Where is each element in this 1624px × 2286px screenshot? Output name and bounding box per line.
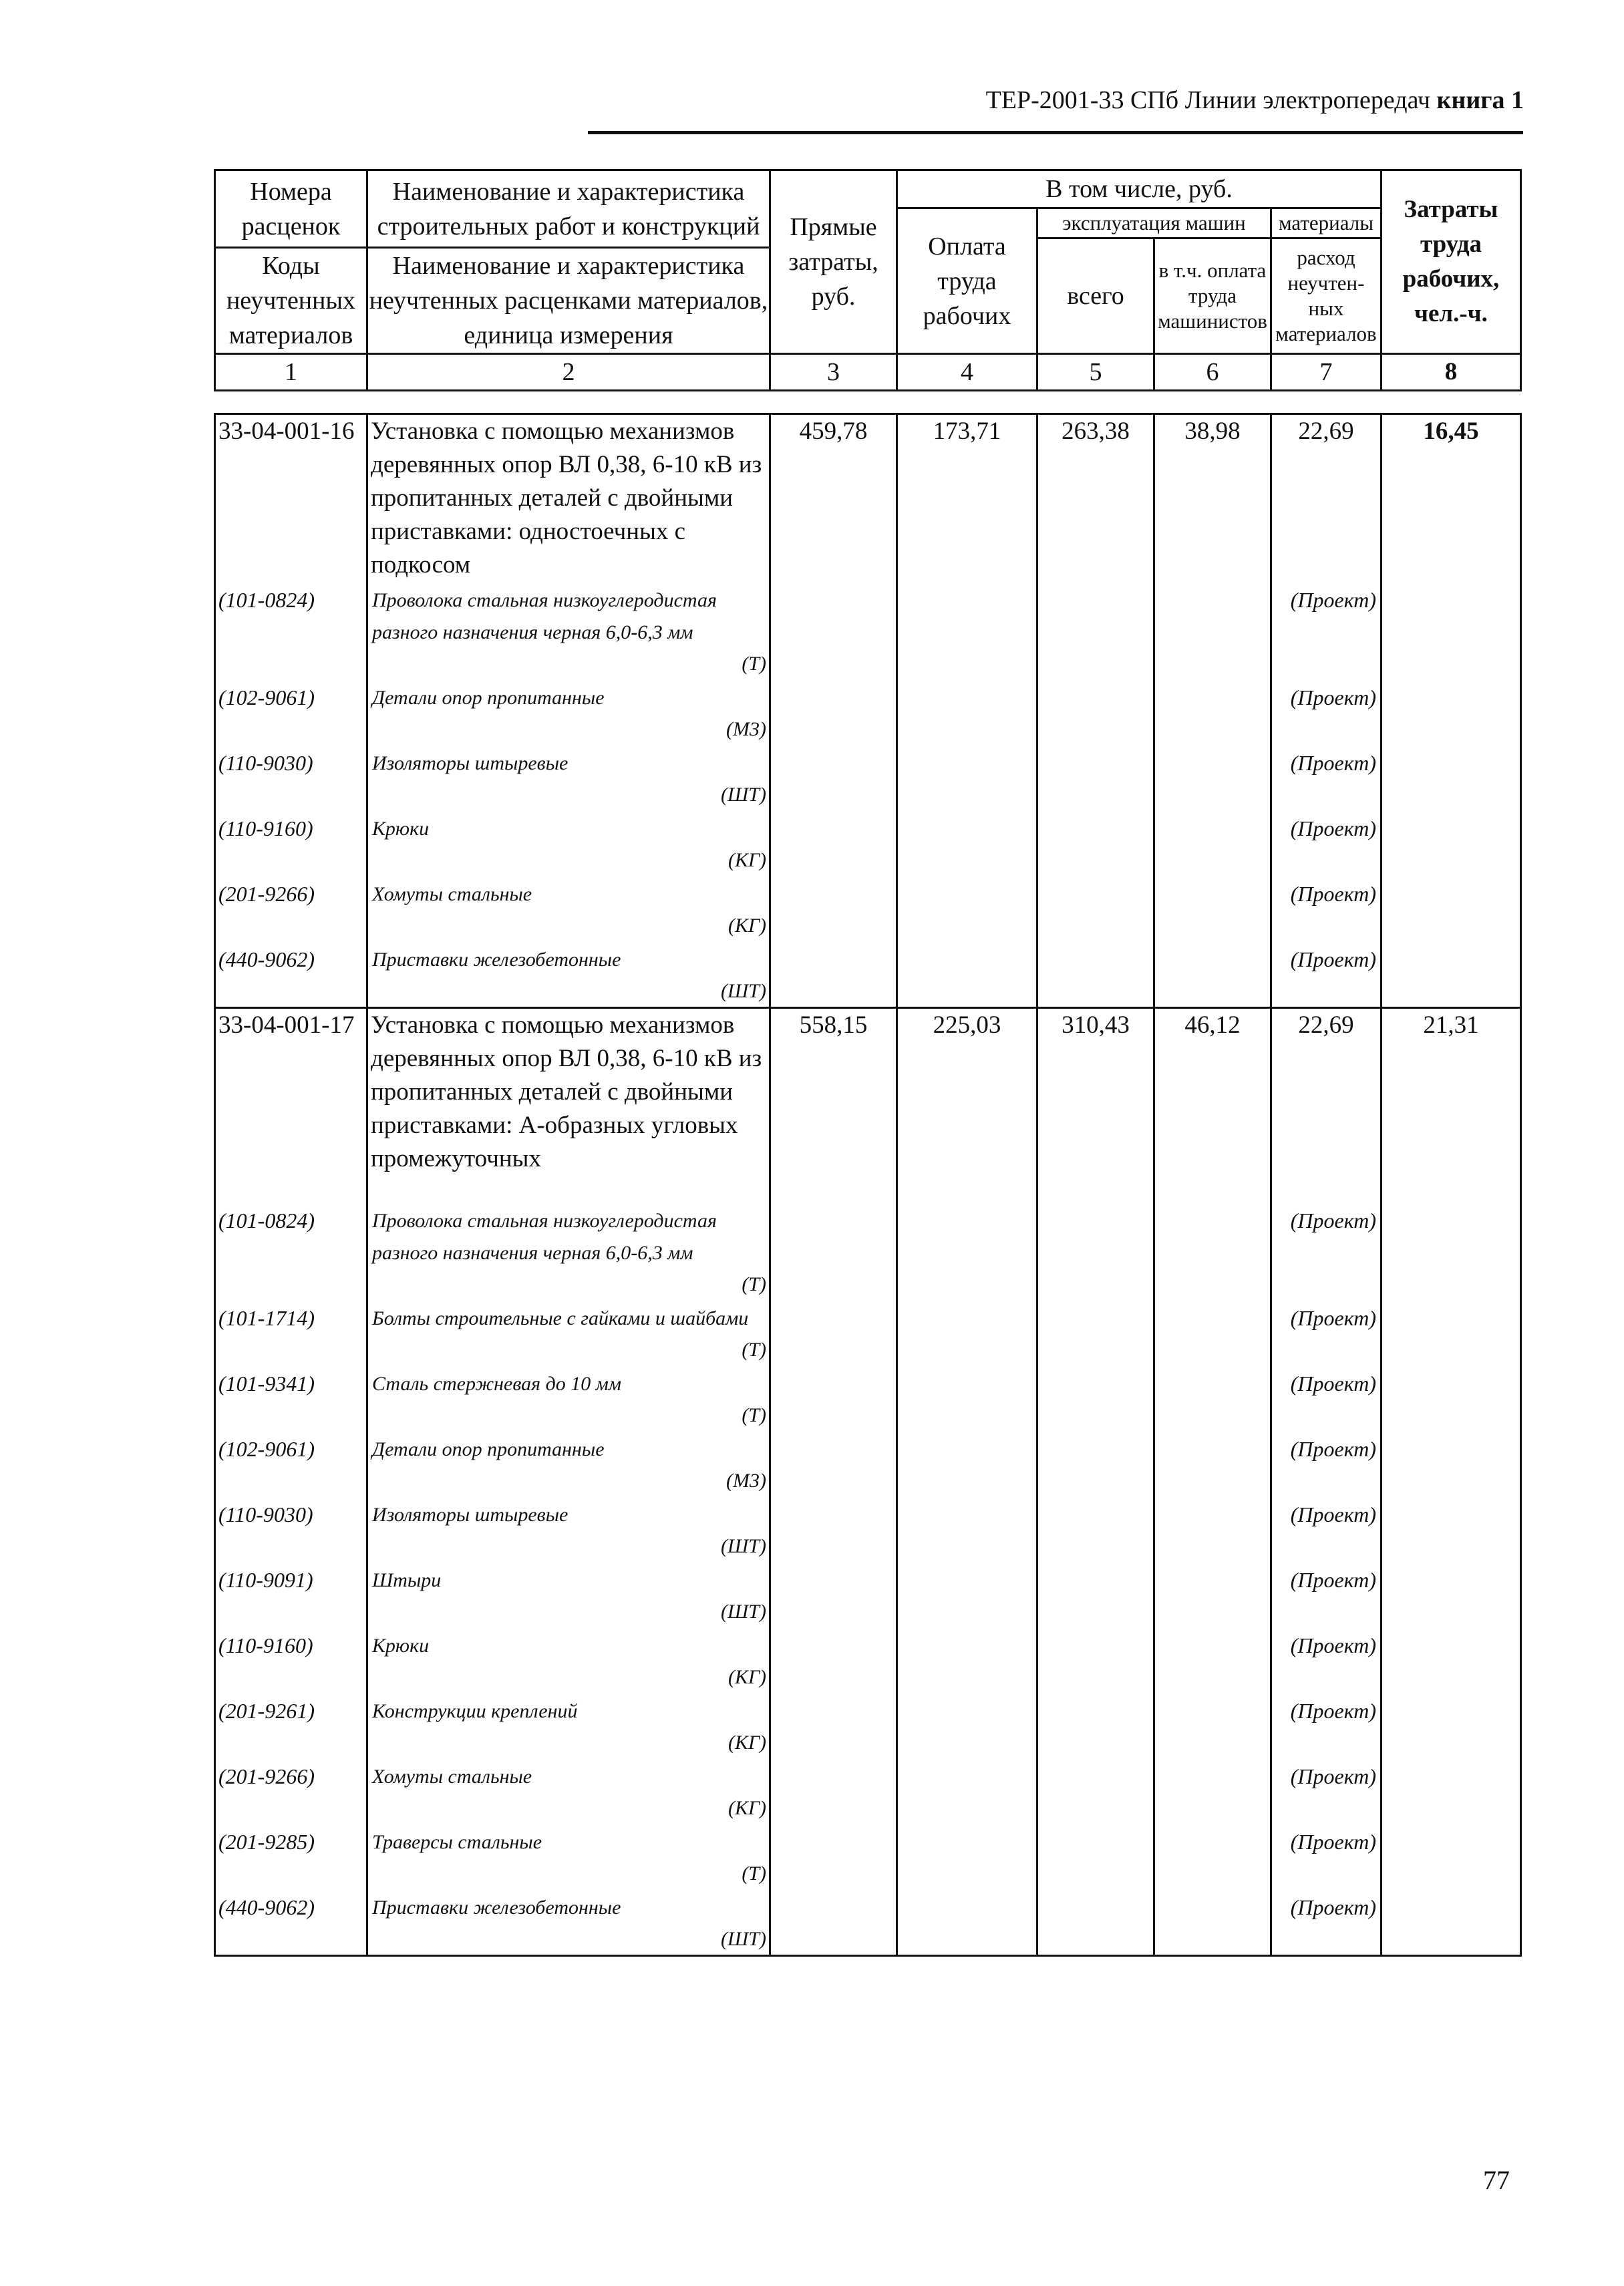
material-row [215, 745, 1521, 810]
material-row [215, 876, 1521, 941]
material-note: (Проект) [1290, 1437, 1376, 1461]
material-code: (102-9061) [218, 685, 315, 709]
material-note: (Проект) [1290, 1208, 1376, 1233]
rate-code: 33-04-001-16 [218, 418, 355, 445]
material-name: Крюки [372, 818, 430, 840]
material-note: (Проект) [1290, 1764, 1376, 1788]
material-note: (Проект) [1290, 1371, 1376, 1396]
material-name: Детали опор пропитанные [372, 1438, 605, 1460]
material-row [215, 1889, 1521, 1956]
col-number: 3 [770, 354, 897, 391]
material-row [215, 1496, 1521, 1562]
col-header-material-codes: Коды неучтенных материалов [215, 248, 367, 354]
col-header-including: В том числе, руб. [897, 170, 1382, 208]
material-name: Хомуты стальные [372, 1766, 532, 1788]
material-code: (101-0824) [218, 588, 315, 612]
material-unit: (М3) [726, 1470, 766, 1492]
material-name: Детали опор пропитанные [372, 687, 605, 709]
col-header-direct-costs: Прямые затраты, руб. [770, 170, 897, 354]
col-number: 4 [897, 354, 1037, 391]
material-row [215, 1693, 1521, 1758]
material-name: Хомуты стальные [372, 883, 532, 905]
rate-name: Установка с помощью механизмов деревянных опор ВЛ 0,38, 6-10 кВ из пропитанных деталей с двойными приставками: А-образных угловых промежуточных [371, 1011, 762, 1172]
material-code: (201-9266) [218, 1764, 315, 1788]
material-note: (Проект) [1290, 1568, 1376, 1592]
material-unit: (КГ) [728, 1797, 766, 1819]
material-unit: (КГ) [728, 915, 766, 937]
material-row [215, 1365, 1521, 1431]
material-note: (Проект) [1290, 947, 1376, 971]
col-header-machines-total: всего [1037, 238, 1154, 354]
header-rule [588, 131, 1523, 134]
material-note: (Проект) [1290, 685, 1376, 709]
material-row [215, 1758, 1521, 1824]
material-code: (102-9061) [218, 1437, 315, 1461]
document-title: ТЕР-2001-33 СПб Линии электропередач [985, 86, 1431, 114]
materials-value: 22,69 [1298, 1011, 1354, 1039]
material-note: (Проект) [1290, 588, 1376, 612]
col-header-materials: материалы [1271, 208, 1382, 238]
material-code: (440-9062) [218, 1895, 315, 1919]
col-number: 7 [1271, 354, 1382, 391]
material-code: (101-0824) [218, 1208, 315, 1233]
material-name: Траверсы стальные [372, 1831, 542, 1853]
material-row [215, 1562, 1521, 1627]
material-note: (Проект) [1290, 1699, 1376, 1723]
material-name: Проволока стальная низкоуглеродистая разного назначения черная 6,0-6,3 мм [372, 1210, 717, 1264]
material-name: Штыри [372, 1569, 442, 1591]
material-code: (110-9160) [218, 1633, 313, 1657]
material-note: (Проект) [1290, 1502, 1376, 1526]
material-code: (110-9030) [218, 1502, 313, 1526]
material-name: Сталь стержневая до 10 мм [372, 1373, 622, 1395]
material-code: (110-9160) [218, 816, 313, 840]
material-note: (Проект) [1290, 816, 1376, 840]
document-header [986, 86, 1524, 115]
rate-name: Установка с помощью механизмов деревянных опор ВЛ 0,38, 6-10 кВ из пропитанных деталей с двойными приставками: одностоечных с подкосом [371, 418, 762, 579]
material-row [215, 679, 1521, 745]
labor-value: 21,31 [1423, 1011, 1479, 1039]
material-row [215, 810, 1521, 876]
materials-value: 22,69 [1298, 418, 1354, 445]
material-unit: (Т) [742, 653, 766, 675]
material-code: (101-1714) [218, 1306, 315, 1330]
material-row [215, 1627, 1521, 1693]
col-header-labor: Затраты труда рабочих, чел.-ч. [1382, 170, 1521, 354]
machinist-pay-value: 46,12 [1184, 1011, 1241, 1039]
material-unit: (Т) [742, 1862, 766, 1885]
rates-table [214, 413, 1522, 1957]
material-note: (Проект) [1290, 1306, 1376, 1330]
col-number: 8 [1382, 354, 1521, 391]
material-unit: (Т) [742, 1404, 766, 1426]
machinist-pay-value: 38,98 [1184, 418, 1241, 445]
material-unit: (КГ) [728, 1666, 766, 1688]
col-header-name: Наименование и характеристика строительных работ и конструкций [367, 170, 770, 248]
material-name: Проволока стальная низкоуглеродистая разного назначения черная 6,0-6,3 мм [372, 589, 717, 643]
material-unit: (КГ) [728, 849, 766, 871]
material-unit: (ШТ) [721, 1535, 766, 1557]
material-name: Болты строительные с гайками и шайбами [372, 1307, 749, 1329]
page-number: 77 [1483, 2165, 1510, 2195]
material-name: Конструкции креплений [372, 1700, 578, 1722]
material-code: (440-9062) [218, 947, 315, 971]
material-row [215, 941, 1521, 1008]
direct-costs-value: 558,15 [799, 1011, 868, 1039]
rate-row [215, 1008, 1521, 1203]
col-number: 6 [1154, 354, 1271, 391]
material-name: Приставки железобетонные [372, 949, 621, 971]
material-note: (Проект) [1290, 1830, 1376, 1854]
col-header-machinist-pay: в т.ч. оплата труда машинистов [1154, 238, 1271, 354]
material-unit: (М3) [726, 718, 766, 740]
material-name: Изоляторы штыревые [372, 752, 569, 774]
machines-total-value: 310,43 [1062, 1011, 1130, 1039]
table-header [214, 169, 1522, 391]
worker-pay-value: 173,71 [933, 418, 1001, 445]
col-header-material-usage: расход неучтен-ных материалов [1271, 238, 1382, 354]
rate-code: 33-04-001-17 [218, 1011, 355, 1039]
material-code: (110-9030) [218, 751, 313, 775]
material-name: Изоляторы штыревые [372, 1504, 569, 1526]
column-numbers-row [215, 354, 1521, 391]
material-note: (Проект) [1290, 882, 1376, 906]
material-unit: (Т) [742, 1339, 766, 1361]
book-label: книга 1 [1436, 86, 1524, 114]
material-row [215, 1824, 1521, 1889]
material-code: (201-9261) [218, 1699, 315, 1723]
labor-value: 16,45 [1423, 418, 1479, 445]
col-number: 1 [215, 354, 367, 391]
material-unit: (КГ) [728, 1732, 766, 1754]
col-header-codes: Номера расценок [215, 170, 367, 248]
material-note: (Проект) [1290, 1633, 1376, 1657]
col-header-machines: эксплуатация машин [1037, 208, 1271, 238]
material-code: (201-9285) [218, 1830, 315, 1854]
material-unit: (ШТ) [721, 784, 766, 806]
worker-pay-value: 225,03 [933, 1011, 1001, 1039]
material-code: (110-9091) [218, 1568, 313, 1592]
material-name: Приставки железобетонные [372, 1897, 621, 1919]
material-row [215, 582, 1521, 679]
material-note: (Проект) [1290, 751, 1376, 775]
material-code: (101-9341) [218, 1371, 315, 1396]
direct-costs-value: 459,78 [799, 418, 868, 445]
material-row [215, 1431, 1521, 1496]
material-unit: (ШТ) [721, 1601, 766, 1623]
material-unit: (Т) [742, 1273, 766, 1295]
machines-total-value: 263,38 [1062, 418, 1130, 445]
material-unit: (ШТ) [721, 980, 766, 1002]
material-row [215, 1202, 1521, 1300]
material-name: Крюки [372, 1635, 430, 1657]
col-number: 5 [1037, 354, 1154, 391]
col-header-worker-pay: Оплата труда рабочих [897, 208, 1037, 354]
col-number: 2 [367, 354, 770, 391]
material-unit: (ШТ) [721, 1928, 766, 1950]
material-note: (Проект) [1290, 1895, 1376, 1919]
material-row [215, 1300, 1521, 1365]
material-code: (201-9266) [218, 882, 315, 906]
col-header-material-names: Наименование и характеристика неучтенных расценками материалов, единица измерения [367, 248, 770, 354]
rate-row [215, 414, 1521, 583]
